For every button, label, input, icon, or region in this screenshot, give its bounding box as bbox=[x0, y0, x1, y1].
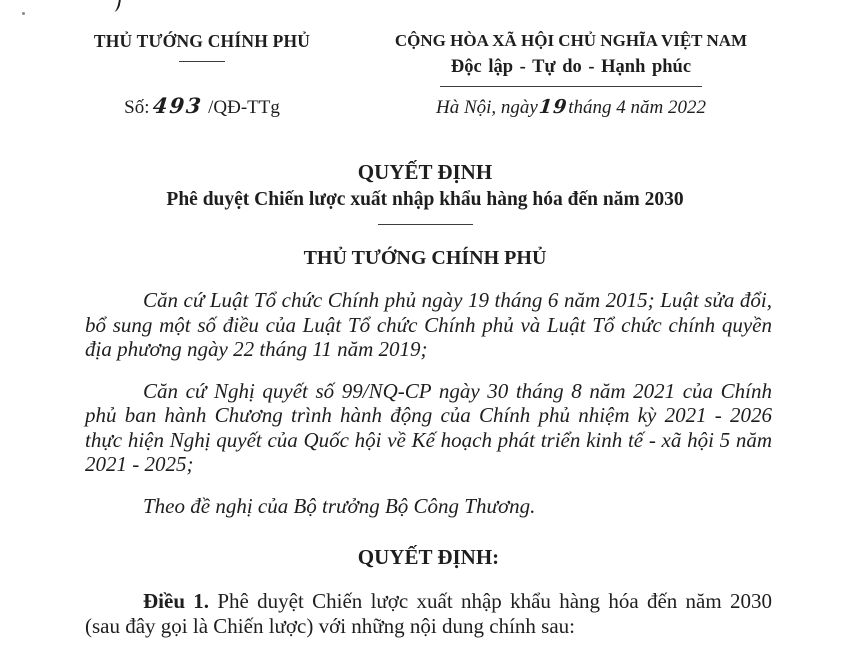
article-1-text: Phê duyệt Chiến lược xuất nhập khẩu hàng hóa đến năm 2030 (sau đây gọi là Chiến lược) với những nội dung chính sau: bbox=[85, 589, 773, 638]
national-motto: Độc lập - Tự do - Hạnh phúc bbox=[450, 57, 692, 77]
title-block bbox=[0, 159, 850, 272]
scan-artifact-dot bbox=[22, 12, 25, 15]
document-header bbox=[0, 0, 850, 119]
issuer-underline bbox=[179, 61, 225, 62]
issuer-column bbox=[52, 30, 352, 119]
document-number-suffix: /QĐ-TTg bbox=[208, 97, 280, 118]
dateline-suffix: tháng 4 năm 2022 bbox=[568, 97, 707, 118]
decision-heading: QUYẾT ĐỊNH: bbox=[357, 545, 500, 569]
document-number-handwritten: 493 bbox=[151, 93, 204, 118]
document-subject-heading: Phê duyệt Chiến lược xuất nhập khẩu hàng hóa đến năm 2030 bbox=[166, 189, 684, 210]
motto-underline bbox=[440, 86, 702, 87]
authority-heading: THỦ TƯỚNG CHÍNH PHỦ bbox=[303, 247, 547, 269]
document-kind-heading: QUYẾT ĐỊNH bbox=[357, 160, 493, 184]
place-dateline bbox=[354, 96, 788, 119]
document-number bbox=[52, 93, 352, 119]
recital-paragraph: Căn cứ Luật Tổ chức Chính phủ ngày 19 tháng 6 năm 2015; Luật sửa đổi, bổ sung một số điều của Luật Tổ chức Chính phủ và Luật Tổ chức chính quyền địa phương ngày 22 tháng 11 năm 2019; bbox=[85, 288, 772, 361]
recital-paragraph: Căn cứ Nghị quyết số 99/NQ-CP ngày 30 tháng 8 năm 2021 của Chính phủ ban hành Chương trình hành động của Chính phủ nhiệm kỳ 2021 - 2026 thực hiện Nghị quyết của Quốc hội về Kế hoạch phát triển kinh tế - xã hội 5 năm 2021 - 2025; bbox=[85, 378, 772, 476]
document-body bbox=[85, 288, 772, 638]
document-number-label: Số: bbox=[124, 97, 150, 118]
national-name: CỘNG HÒA XÃ HỘI CHỦ NGHĨA VIỆT NAM bbox=[394, 31, 748, 50]
issuer-title: THỦ TƯỚNG CHÍNH PHỦ bbox=[93, 31, 311, 51]
national-motto-column bbox=[354, 30, 788, 119]
title-underline bbox=[378, 224, 473, 225]
article-1-paragraph bbox=[85, 589, 772, 638]
article-1-label: Điều 1. bbox=[143, 589, 210, 613]
dateline-day-handwritten: 19 bbox=[537, 96, 569, 118]
recital-paragraph: Theo đề nghị của Bộ trưởng Bộ Công Thương. bbox=[143, 493, 536, 518]
dateline-prefix: Hà Nội, ngày bbox=[435, 97, 538, 118]
